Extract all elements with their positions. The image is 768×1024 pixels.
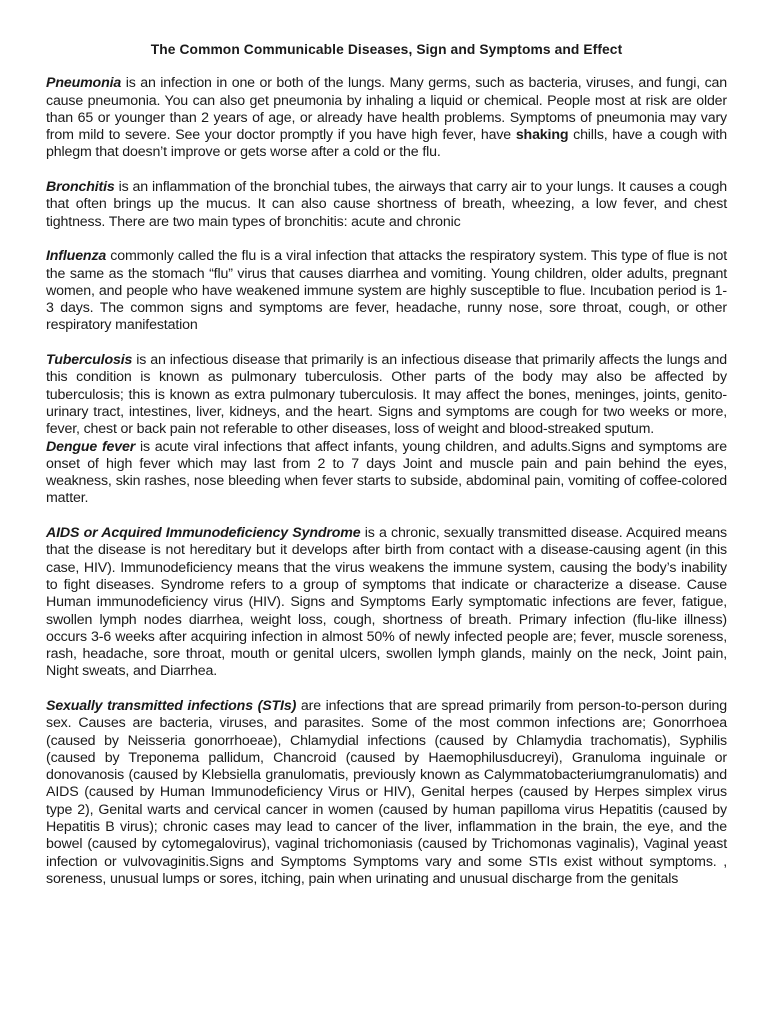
paragraph-dengue: [46, 439, 727, 508]
term-influenza: Influenza: [46, 248, 107, 265]
paragraph-text: is an infectious disease that primarily is an infectious disease that primarily affects the lungs and this condition is known as pulmonary tuberculosis. Other parts of the body may also be affected by tuberculosis; this is known as extra pulmonary tuberculosis. It may affect the bones, meninges, joints, genito-urinary tract, intestines, liver, kidneys, and the heart. Signs and symptoms are cough for two weeks or more, fever, chest or back pain not referable to other diseases, loss of weight and blood-streaked sputum.: [46, 352, 727, 438]
term-pneumonia: Pneumonia: [46, 75, 122, 92]
term-stis: Sexually transmitted infections (STIs): [46, 697, 297, 714]
paragraph-influenza: [46, 248, 727, 334]
paragraph-text: is acute viral infections that affect infants, young children, and adults.Signs and symptoms are onset of high fever which may last from 2 to 7 days Joint and muscle pain and pain behind the eyes, weakness, skin rashes, nose bleeding when fever starts to subside, abdominal pain, vomiting of coffee-colored matter.: [46, 438, 727, 507]
document-title: The Common Communicable Diseases, Sign and Symptoms and Effect: [150, 42, 623, 57]
paragraph-text: is a chronic, sexually transmitted disease. Acquired means that the disease is not hereditary but it develops after birth from contact with a disease-causing agent (in this case, HIV). Immunodeficiency means that the virus weakens the immune system, causing the body’s inability to fight diseases. Syndrome refers to a group of symptoms that indicate or characterize a disease. Cause Human immunodeficiency virus (HIV). Signs and Symptoms Early symptomatic infections are fever, fatigue, swollen lymph nodes diarrhea, weight loss, cough, shortness of breath. Primary infection (flu-like illness) occurs 3-6 weeks after acquiring infection in almost 50% of newly infected people are; fever, muscle soreness, rash, headache, sore throat, mouth or genital ulcers, swollen lymph glands, mainly on the neck, Joint pain, Night sweats, and Diarrhea.: [46, 525, 727, 680]
paragraph-pneumonia: [46, 75, 727, 161]
paragraph-aids: [46, 525, 727, 681]
paragraph-text: commonly called the flu is a viral infection that attacks the respiratory system. This type of flue is not the same as the stomach “flu” virus that causes diarrhea and vomiting. Young children, older adults, pregnant women, and people who have weakened immune system are highly susceptible to flue. Incubation period is 1-3 days. The common signs and symptoms are fever, headache, runny nose, sore throat, cough, or other respiratory manifestation: [46, 248, 727, 334]
term-tuberculosis: Tuberculosis: [46, 352, 133, 369]
paragraph-text: chills, have a cough with phlegm that doesn’t improve or gets worse after a cold or the flu.: [46, 127, 727, 161]
paragraph-text: are infections that are spread primarily from person-to-person during sex. Causes are bacteria, viruses, and parasites. Some of the most common infections are; Gonorrhoea (caused by Neisseria gonorrhoeae), Chlamydial infections (caused by Chlamydia trachomatis), Syphilis (caused by Treponema pallidum, Chancroid (caused by Haemophilusducreyi), Granuloma inguinale or donovanosis (caused by Klebsiella granulomatis, previously known as Calymmatobacteriumgranulomatis) and AIDS (caused by Human Immunodeficiency Virus or HIV), Genital herpes (caused by Herpes simplex virus type 2), Genital warts and cervical cancer in women (caused by human papilloma virus Hepatitis (caused by Hepatitis B virus); chronic cases may lead to cancer of the liver, inflammation in the brain, the eye, and the bowel (caused by cytomegalovirus), vaginal trichomoniasis (caused by Trichomonas vaginalis), Vaginal yeast infection or vulvovaginitis.Signs and Symptoms Symptoms vary and some STIs exist without symptoms. , soreness, unusual lumps or sores, itching, pain when urinating and unusual discharge from the genitals: [46, 697, 727, 887]
paragraph-bronchitis: [46, 179, 727, 231]
paragraph-stis: [46, 698, 727, 888]
paragraph-tuberculosis: [46, 352, 727, 438]
paragraph-text: is an infection in one or both of the lungs. Many germs, such as bacteria, viruses, and fungi, can cause pneumonia. You can also get pneumonia by inhaling a liquid or chemical. People most at risk are older than 65 or younger than 2 years of age, or already have health problems. Symptoms of pneumonia may vary from mild to severe. See your doctor promptly if you have high fever, have: [46, 75, 727, 144]
term-aids: AIDS or Acquired Immunodeficiency Syndrome: [46, 525, 361, 542]
emphasis-shaking: shaking: [515, 127, 569, 144]
paragraph-text: is an inflammation of the bronchial tubes, the airways that carry air to your lungs. It causes a cough that often brings up the mucus. It can also cause shortness of breath, wheezing, a low fever, and chest tightness. There are two main types of bronchitis: acute and chronic: [46, 179, 727, 230]
term-bronchitis: Bronchitis: [46, 179, 115, 196]
term-dengue-fever: Dengue fever: [46, 438, 136, 455]
document-page: [46, 41, 727, 888]
